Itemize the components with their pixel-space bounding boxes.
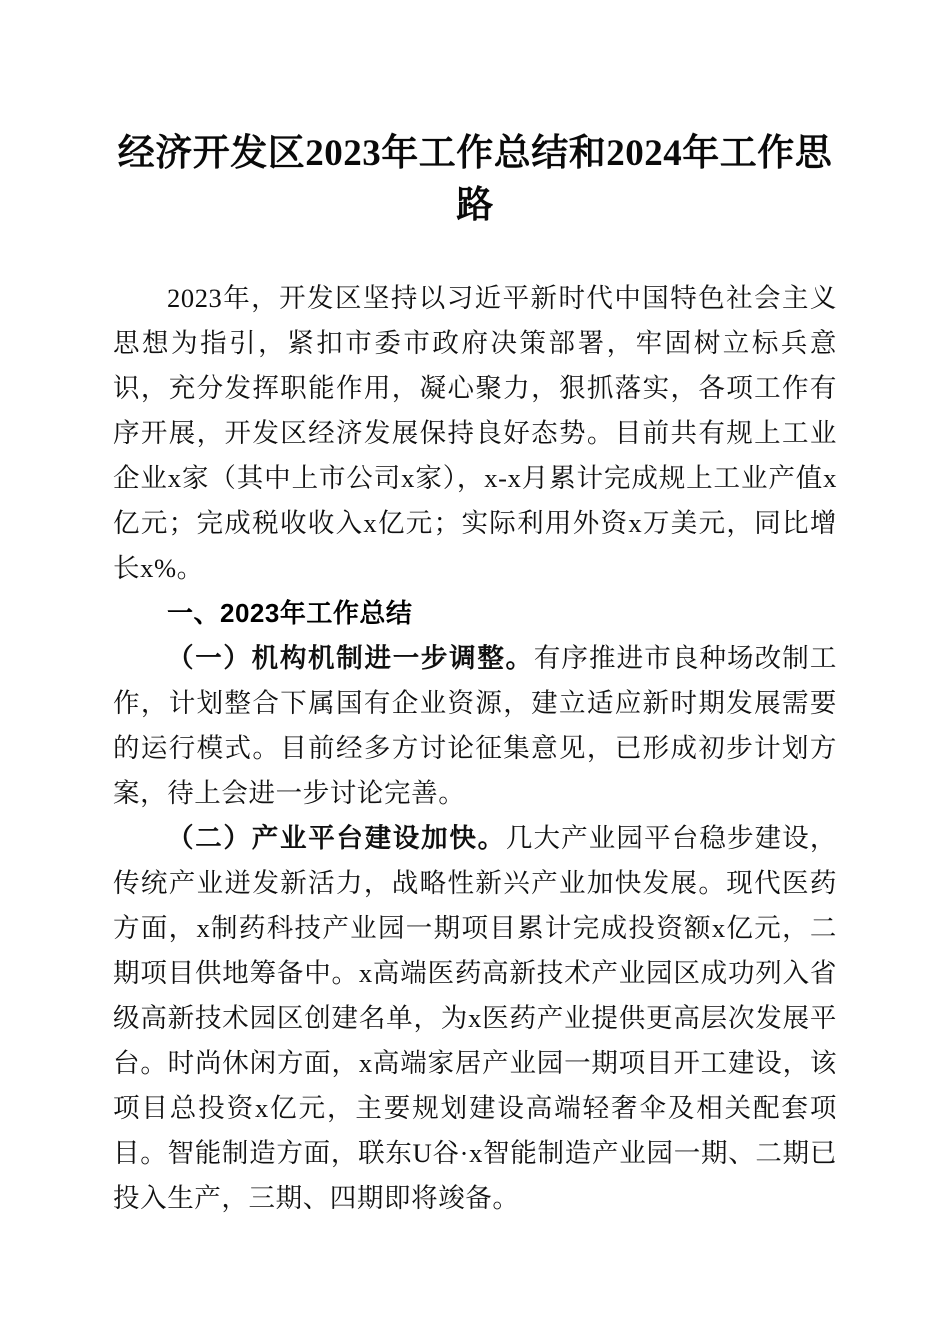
- item-paragraph-2: [113, 816, 837, 1221]
- item-paragraph-1: [113, 636, 837, 816]
- section-heading-2023-summary: 一、2023年工作总结: [167, 598, 413, 628]
- document-content: [113, 0, 837, 1221]
- item-lead-1: （一）机构机制进一步调整。: [167, 643, 534, 673]
- item-body-1: 有序推进市良种场改制工作，计划整合下属国有企业资源，建立适应新时期发展需要的运行模式。目前经多方讨论征集意见，已形成初步计划方案，待上会进一步讨论完善。: [113, 643, 837, 808]
- page-title: 经济开发区2023年工作总结和2024年工作思路: [117, 133, 833, 226]
- item-lead-2: （二）产业平台建设加快。: [167, 823, 506, 853]
- document-body: [113, 276, 837, 1221]
- intro-paragraph: 2023年，开发区坚持以习近平新时代中国特色社会主义思想为指引，紧扣市委市政府决策部署，牢固树立标兵意识，充分发挥职能作用，凝心聚力，狠抓落实，各项工作有序开展，开发区经济发展保持良好态势。目前共有规上工业企业x家（其中上市公司x家），x-x月累计完成规上工业产值x亿元；完成税收收入x亿元；实际利用外资x万美元，同比增长x%。: [113, 283, 837, 583]
- item-body-2: 几大产业园平台稳步建设，传统产业迸发新活力，战略性新兴产业加快发展。现代医药方面，x制药科技产业园一期项目累计完成投资额x亿元，二期项目供地筹备中。x高端医药高新技术产业园区成功列入省级高新技术园区创建名单，为x医药产业提供更高层次发展平台。时尚休闲方面，x高端家居产业园一期项目开工建设，该项目总投资x亿元，主要规划建设高端轻奢伞及相关配套项目。智能制造方面，联东U谷·x智能制造产业园一期、二期已投入生产，三期、四期即将竣备。: [113, 823, 838, 1213]
